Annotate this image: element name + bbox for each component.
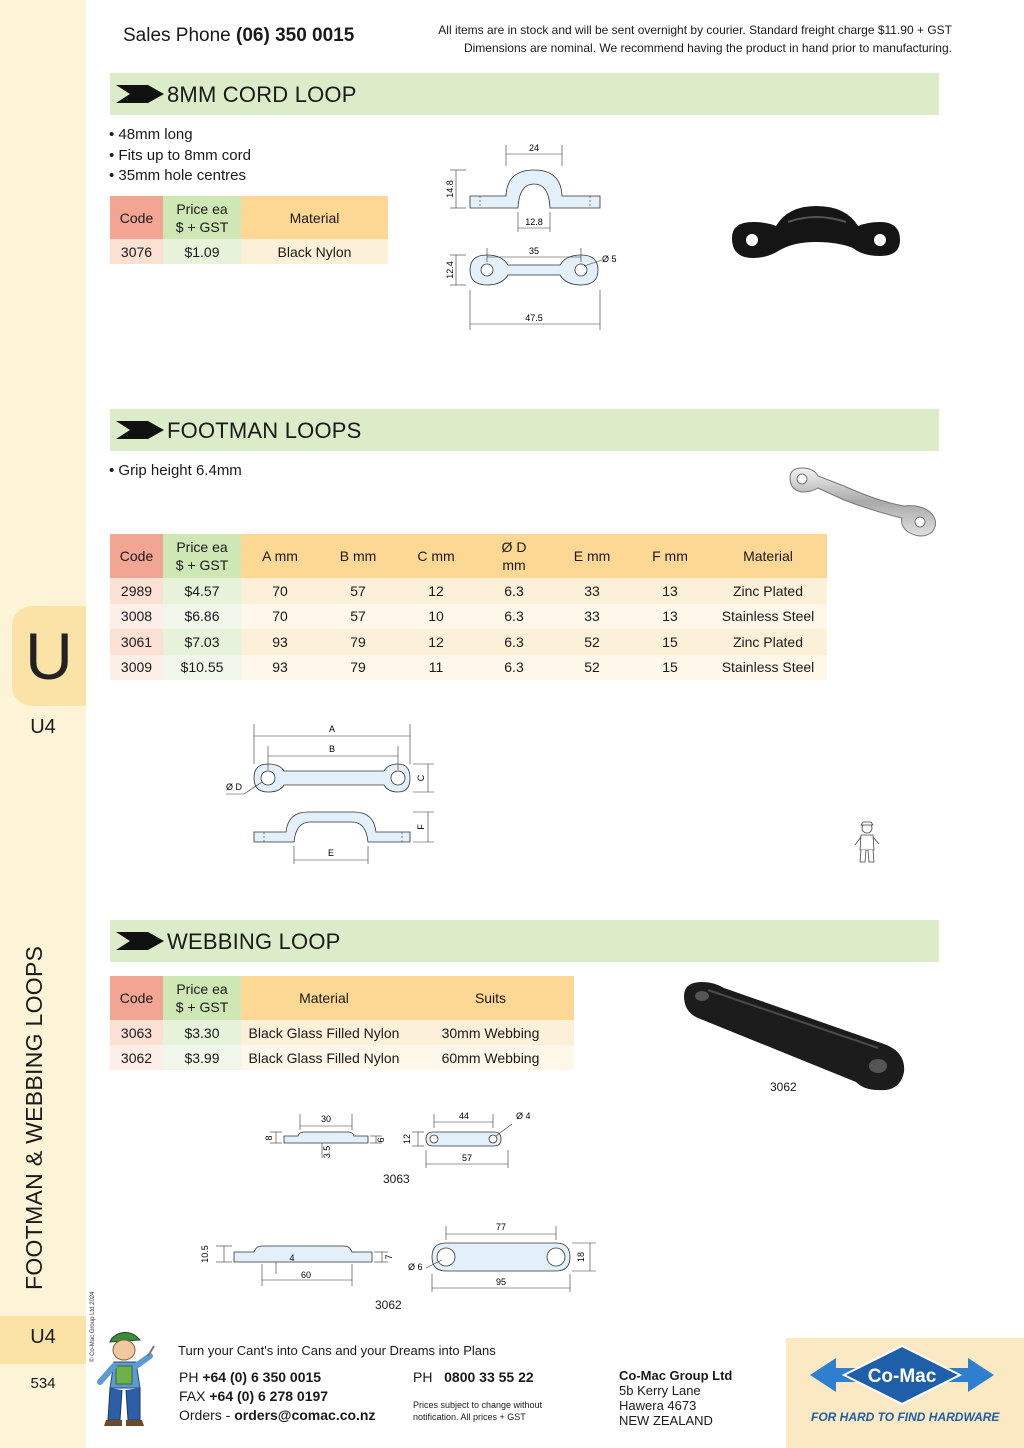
cord-loop-photo <box>728 200 903 265</box>
cell-c: 12 <box>397 629 475 655</box>
header-f: F mm <box>631 534 709 578</box>
feature-list <box>109 461 242 482</box>
footman-loop-diagram <box>220 718 440 868</box>
sales-phone-label: Sales Phone <box>123 25 231 46</box>
header-material: Material <box>709 534 827 578</box>
header-price-line: $ + GST <box>175 218 229 235</box>
diagram-caption: 3062 <box>375 1298 402 1312</box>
price-note-line: Prices subject to change without <box>413 1400 543 1410</box>
cell-f: 15 <box>631 629 709 655</box>
dim-label: 18 <box>576 1251 586 1263</box>
cell-d: 6.3 <box>475 578 553 604</box>
sales-phone-number: (06) 350 0015 <box>236 25 355 46</box>
dim-label: F <box>416 824 426 830</box>
header-e: E mm <box>553 534 631 578</box>
dim-label: 14.8 <box>445 180 455 198</box>
section-title: 8MM CORD LOOP <box>167 82 357 107</box>
header-price-line: Price ea <box>176 981 228 997</box>
table-row <box>110 578 827 604</box>
cell-material: Black Nylon <box>241 239 388 264</box>
dim-label: 3.5 <box>322 1145 332 1159</box>
phone-label: PH <box>413 1369 433 1385</box>
dim-label: Ø D <box>226 782 243 792</box>
company-address <box>619 1368 732 1428</box>
cell-price: $3.30 <box>163 1020 241 1045</box>
dim-label: 47.5 <box>525 313 543 323</box>
feature-item: • 35mm hole centres <box>109 167 246 184</box>
cell-c: 10 <box>397 604 475 630</box>
header-price-line: $ + GST <box>175 999 229 1015</box>
cell-code: 3061 <box>110 629 163 655</box>
stock-notice <box>332 21 952 57</box>
cord-loop-diagram <box>440 140 620 335</box>
dim-label: A <box>328 724 336 734</box>
table-row <box>110 239 388 264</box>
mascot-icon <box>92 1326 158 1430</box>
table-row <box>110 629 827 655</box>
arrow-icon <box>116 932 164 950</box>
dim-label: 12.4 <box>445 261 455 279</box>
section-letter: U <box>25 619 73 693</box>
header-price <box>163 534 241 578</box>
cell-e: 52 <box>553 629 631 655</box>
dim-label: C <box>416 774 426 782</box>
cell-suits: 60mm Webbing <box>407 1045 574 1070</box>
webbing-loop-photo <box>678 978 910 1096</box>
vertical-section-title: FOOTMAN & WEBBING LOOPS <box>21 945 47 1290</box>
dim-label: 12.8 <box>525 217 543 227</box>
header-b: B mm <box>319 534 397 578</box>
header-price <box>163 976 241 1020</box>
footer-contact <box>179 1368 376 1425</box>
header-code: Code <box>110 534 163 578</box>
cell-f: 13 <box>631 604 709 630</box>
dim-label: 10.5 <box>200 1245 210 1263</box>
diagram-caption: 3063 <box>383 1172 410 1186</box>
header-price-line: Price ea <box>176 539 228 555</box>
cell-code: 3063 <box>110 1020 163 1045</box>
price-note <box>413 1399 542 1423</box>
cell-material: Zinc Plated <box>709 629 827 655</box>
dim-label: 44 <box>458 1111 470 1121</box>
dim-label: 6 <box>376 1137 386 1143</box>
footer-freephone <box>413 1368 534 1387</box>
cell-price: $4.57 <box>163 578 241 604</box>
header-material: Material <box>241 976 407 1020</box>
cell-material: Black Glass Filled Nylon <box>241 1020 407 1045</box>
dim-label: 60 <box>300 1270 312 1280</box>
cell-b: 79 <box>319 655 397 681</box>
footer-tagline: Turn your Cant's into Cans and your Dreams into Plans <box>178 1343 496 1358</box>
section-bar-cord-loop <box>110 73 939 115</box>
dim-label: 95 <box>495 1277 507 1287</box>
cell-e: 33 <box>553 604 631 630</box>
cell-d: 6.3 <box>475 604 553 630</box>
cell-f: 13 <box>631 578 709 604</box>
dim-label: 7 <box>384 1254 394 1260</box>
cell-code: 3008 <box>110 604 163 630</box>
dim-label: 24 <box>528 143 540 153</box>
dim-label: 4 <box>289 1253 295 1263</box>
table-row <box>110 1020 574 1045</box>
webbing-loop-table <box>110 976 574 1070</box>
section-title: WEBBING LOOP <box>167 929 341 954</box>
section-code-bottom: U4 <box>30 1326 56 1348</box>
dim-label: Ø 5 <box>602 254 617 264</box>
feature-list <box>109 125 251 187</box>
company-name: Co-Mac Group Ltd <box>619 1368 733 1383</box>
cell-suits: 30mm Webbing <box>407 1020 574 1045</box>
footman-loop-photo <box>784 462 942 540</box>
cell-a: 70 <box>241 604 319 630</box>
cell-e: 52 <box>553 655 631 681</box>
cell-b: 57 <box>319 604 397 630</box>
header-a: A mm <box>241 534 319 578</box>
cell-f: 15 <box>631 655 709 681</box>
notice-line: All items are in stock and will be sent overnight by courier. Standard freight charge $11.90 + GST <box>438 23 952 37</box>
cell-b: 79 <box>319 629 397 655</box>
section-title: FOOTMAN LOOPS <box>167 418 362 443</box>
arrow-icon <box>116 421 164 439</box>
cord-loop-table <box>110 196 388 264</box>
fax-number: +64 (0) 6 278 0197 <box>209 1388 329 1404</box>
cell-c: 11 <box>397 655 475 681</box>
section-code: U4 <box>30 716 56 738</box>
table-row <box>110 1045 574 1070</box>
cell-code: 3076 <box>110 239 163 264</box>
logo-tagline: FOR HARD TO FIND HARDWARE <box>811 1410 1000 1424</box>
cell-material: Zinc Plated <box>709 578 827 604</box>
cell-d: 6.3 <box>475 655 553 681</box>
header-price-line: $ + GST <box>175 557 229 573</box>
dim-label: 30 <box>320 1114 332 1124</box>
address-line: Hawera 4673 <box>619 1398 697 1413</box>
cell-code: 2989 <box>110 578 163 604</box>
dim-label: 77 <box>495 1222 507 1232</box>
cell-c: 12 <box>397 578 475 604</box>
phone-label: PH <box>179 1369 199 1385</box>
header-d <box>475 534 553 578</box>
cell-price: $3.99 <box>163 1045 241 1070</box>
address-line: NEW ZEALAND <box>619 1413 713 1428</box>
feature-item: • Fits up to 8mm cord <box>109 146 251 164</box>
header-c: C mm <box>397 534 475 578</box>
feature-item: • 48mm long <box>109 126 193 143</box>
header-price-line: Price ea <box>176 200 228 217</box>
cell-price: $6.86 <box>163 604 241 630</box>
dim-label: 35 <box>528 246 540 256</box>
cell-d: 6.3 <box>475 629 553 655</box>
header-suits: Suits <box>407 976 574 1020</box>
photo-caption: 3062 <box>770 1080 797 1094</box>
webbing-3063-diagram <box>258 1108 538 1170</box>
dim-label: Ø 6 <box>408 1262 423 1272</box>
cell-code: 3062 <box>110 1045 163 1070</box>
header-material: Material <box>241 196 388 239</box>
fax-label: FAX <box>179 1388 206 1404</box>
logo-text: Co-Mac <box>867 1366 937 1387</box>
table-row <box>110 655 827 681</box>
section-bar-footman-loops <box>110 409 939 451</box>
footman-loops-table <box>110 534 827 680</box>
cell-a: 70 <box>241 578 319 604</box>
section-bar-webbing-loop <box>110 920 939 962</box>
header-d-line: mm <box>502 557 526 573</box>
cell-material: Stainless Steel <box>709 604 827 630</box>
dim-label: 12 <box>402 1133 412 1145</box>
webbing-3062-diagram <box>198 1218 608 1294</box>
header-price <box>163 196 241 239</box>
dim-label: Ø 4 <box>516 1111 531 1121</box>
cell-b: 57 <box>319 578 397 604</box>
comac-logo <box>810 1344 994 1406</box>
phone-number: +64 (0) 6 350 0015 <box>202 1369 322 1385</box>
header-d-line: Ø D <box>501 539 527 555</box>
cell-material: Black Glass Filled Nylon <box>241 1045 407 1070</box>
table-row <box>110 604 827 630</box>
address-line: 5b Kerry Lane <box>619 1383 701 1398</box>
cell-a: 93 <box>241 629 319 655</box>
cell-a: 93 <box>241 655 319 681</box>
copyright-notice: © Co-Mac Group Ltd 2024 <box>90 1291 96 1362</box>
orders-email[interactable]: orders@comac.co.nz <box>234 1407 376 1423</box>
header-code: Code <box>110 976 163 1020</box>
dim-label: 8 <box>264 1135 274 1141</box>
cell-code: 3009 <box>110 655 163 681</box>
cell-e: 33 <box>553 578 631 604</box>
mascot-sketch-icon <box>852 820 882 864</box>
header-code: Code <box>110 196 163 239</box>
dim-label: B <box>328 744 336 754</box>
notice-line: Dimensions are nominal. We recommend having the product in hand prior to manufacturing. <box>463 41 952 55</box>
cell-price: $10.55 <box>163 655 241 681</box>
price-note-line: notification. All prices + GST <box>413 1412 526 1422</box>
cell-material: Stainless Steel <box>709 655 827 681</box>
page-number: 534 <box>30 1375 56 1392</box>
dim-label: 57 <box>461 1153 473 1163</box>
feature-item: • Grip height 6.4mm <box>109 462 242 479</box>
cell-price: $1.09 <box>163 239 241 264</box>
cell-price: $7.03 <box>163 629 241 655</box>
freephone-number: 0800 33 55 22 <box>444 1369 534 1385</box>
orders-label: Orders - <box>179 1407 231 1423</box>
arrow-icon <box>116 85 164 103</box>
dim-label: E <box>327 848 335 858</box>
